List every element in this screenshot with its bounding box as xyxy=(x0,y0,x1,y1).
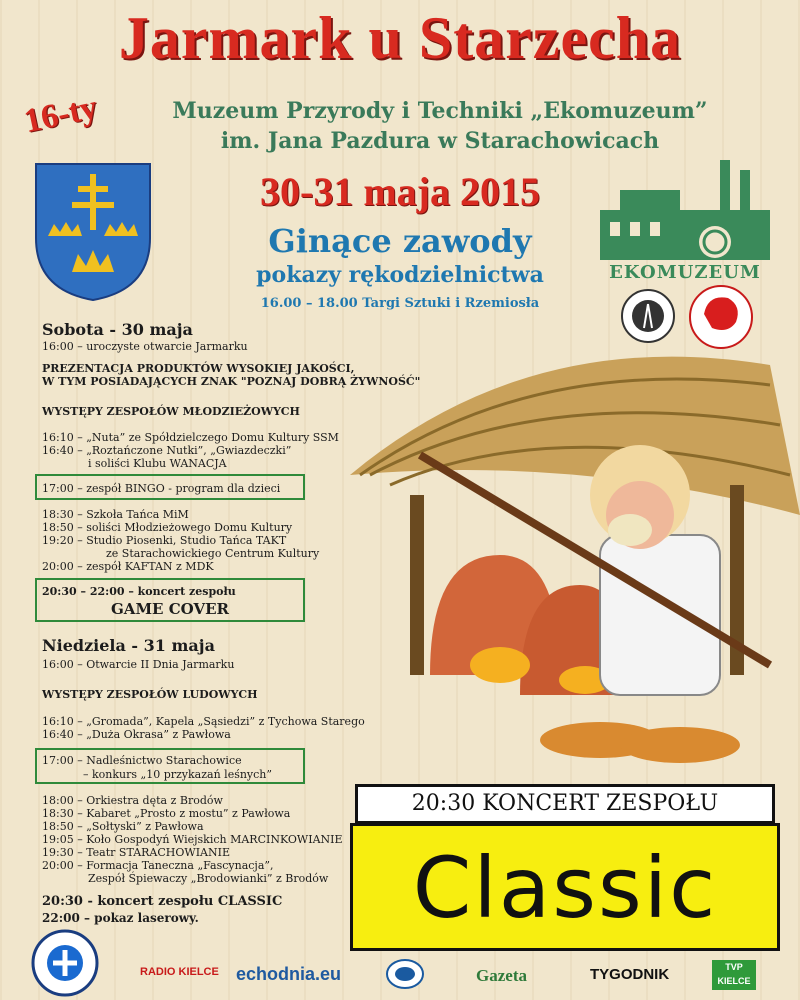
edition-label: 16-ty xyxy=(20,88,101,141)
youth-item: 16:10 – „Nuta” ze Spółdzielczego Domu Kultury SSM xyxy=(42,431,339,444)
saturday-heading: Sobota - 30 maja xyxy=(42,320,193,339)
youth-item: i soliści Klubu WANACJA xyxy=(88,457,227,470)
saturday-item: 18:50 – soliści Młodzieżowego Domu Kultury xyxy=(42,521,293,534)
products-line-2: W TYM POSIADAJĄCYCH ZNAK "POZNAJ DOBRĄ ŻYWNOŚĆ" xyxy=(42,375,421,388)
sunday-opening: 16:00 – Otwarcie II Dnia Jarmarku xyxy=(42,658,235,671)
classic-band-name: Classic xyxy=(350,823,780,951)
folk-item: 16:40 – „Duża Okrasa” z Pawłowa xyxy=(42,728,231,741)
youth-heading: WYSTĘPY ZESPOŁÓW MŁODZIEŻOWYCH xyxy=(42,405,300,418)
saturday-item: ze Starachowickiego Centrum Kultury xyxy=(106,547,320,560)
saturday-opening: 16:00 – uroczyste otwarcie Jarmarku xyxy=(42,340,248,353)
bingo-box xyxy=(35,474,305,500)
old-man-illustration-icon xyxy=(330,345,800,765)
tygodnik-logo: TYGODNIK xyxy=(590,966,670,983)
saturday-item: 20:00 – zespół KAFTAN z MDK xyxy=(42,560,214,573)
gazeta-logo: Gazeta xyxy=(476,966,527,985)
folk-item: 16:10 – „Gromada”, Kapela „Sąsiedzi” z Tychowa Starego xyxy=(42,715,365,728)
poster-title: Jarmark u Starzecha xyxy=(118,5,682,71)
forest-contest: – konkurs „10 przykazań leśnych” xyxy=(83,768,273,781)
radio-kielce-logo: RADIO KIELCE xyxy=(140,966,219,978)
ekomuzeum-label: EKOMUZEUM xyxy=(609,262,761,283)
laser-show-line: 22:00 – pokaz laserowy. xyxy=(42,911,199,925)
evening-item: 18:00 – Orkiestra dęta z Brodów xyxy=(42,794,223,807)
game-cover-box xyxy=(35,578,305,622)
echodnia-logo: echodnia.eu xyxy=(236,964,342,984)
bingo-line: 17:00 – zespół BINGO - program dla dzieci xyxy=(42,482,281,495)
evening-item: Zespół Śpiewaczy „Brodowianki” z Brodów xyxy=(88,872,329,885)
event-dates: 30-31 maja 2015 xyxy=(260,169,540,214)
tv-station-logo-icon xyxy=(385,958,425,992)
youth-item: 16:40 – „Roztańczone Nutki”, „Gwiazdeczki” xyxy=(42,444,292,457)
museum-patron: im. Jana Pazdura w Starachowicach xyxy=(220,128,660,154)
tvp-kielce-logo: TVP KIELCE xyxy=(712,960,756,990)
products-line-1: PREZENTACJA PRODUKTÓW WYSOKIEJ JAKOŚCI, xyxy=(42,362,355,375)
saturday-item: 18:30 – Szkoła Tańca MiM xyxy=(42,508,189,521)
evening-item: 20:00 – Formacja Taneczna „Fascynacja”, xyxy=(42,859,274,872)
folk-heading: WYSTĘPY ZESPOŁÓW LUDOWYCH xyxy=(42,688,258,701)
evening-item: 19:05 – Koło Gospodyń Wiejskich MARCINKOWIANIE xyxy=(42,833,343,846)
fair-hours: 16.00 – 18.00 Targi Sztuki i Rzemiosła xyxy=(260,296,540,311)
evening-item: 18:30 – Kabaret „Prosto z mostu” z Pawłowa xyxy=(42,807,291,820)
classic-concert-banner: 20:30 KONCERT ZESPOŁU xyxy=(355,784,775,824)
classic-concert-line: 20:30 - koncert zespołu CLASSIC xyxy=(42,894,283,909)
rescue-group-seal-icon xyxy=(30,928,100,998)
event-headline: Ginące zawody xyxy=(268,222,532,260)
forest-box xyxy=(35,748,305,784)
museum-name: Muzeum Przyrody i Techniki „Ekomuzeum” xyxy=(172,98,708,124)
forest-line: 17:00 – Nadleśnictwo Starachowice xyxy=(42,754,242,767)
poznaj-dobra-zywnosc-icon xyxy=(688,284,754,350)
evening-item: 18:50 – „Sołtyski” z Pawłowa xyxy=(42,820,204,833)
saturday-item: 19:20 – Studio Piosenki, Studio Tańca TAKT xyxy=(42,534,287,547)
evening-item: 19:30 – Teatr STARACHOWIANIE xyxy=(42,846,230,859)
coat-of-arms-icon xyxy=(32,160,154,302)
game-cover-band: GAME COVER xyxy=(111,600,229,618)
concert-line: 20:30 – 22:00 – koncert zespołu xyxy=(42,585,236,598)
ministry-seal-icon xyxy=(620,288,676,344)
sunday-heading: Niedziela - 31 maja xyxy=(42,636,215,655)
event-subheadline: pokazy rękodzielnictwa xyxy=(256,262,544,288)
